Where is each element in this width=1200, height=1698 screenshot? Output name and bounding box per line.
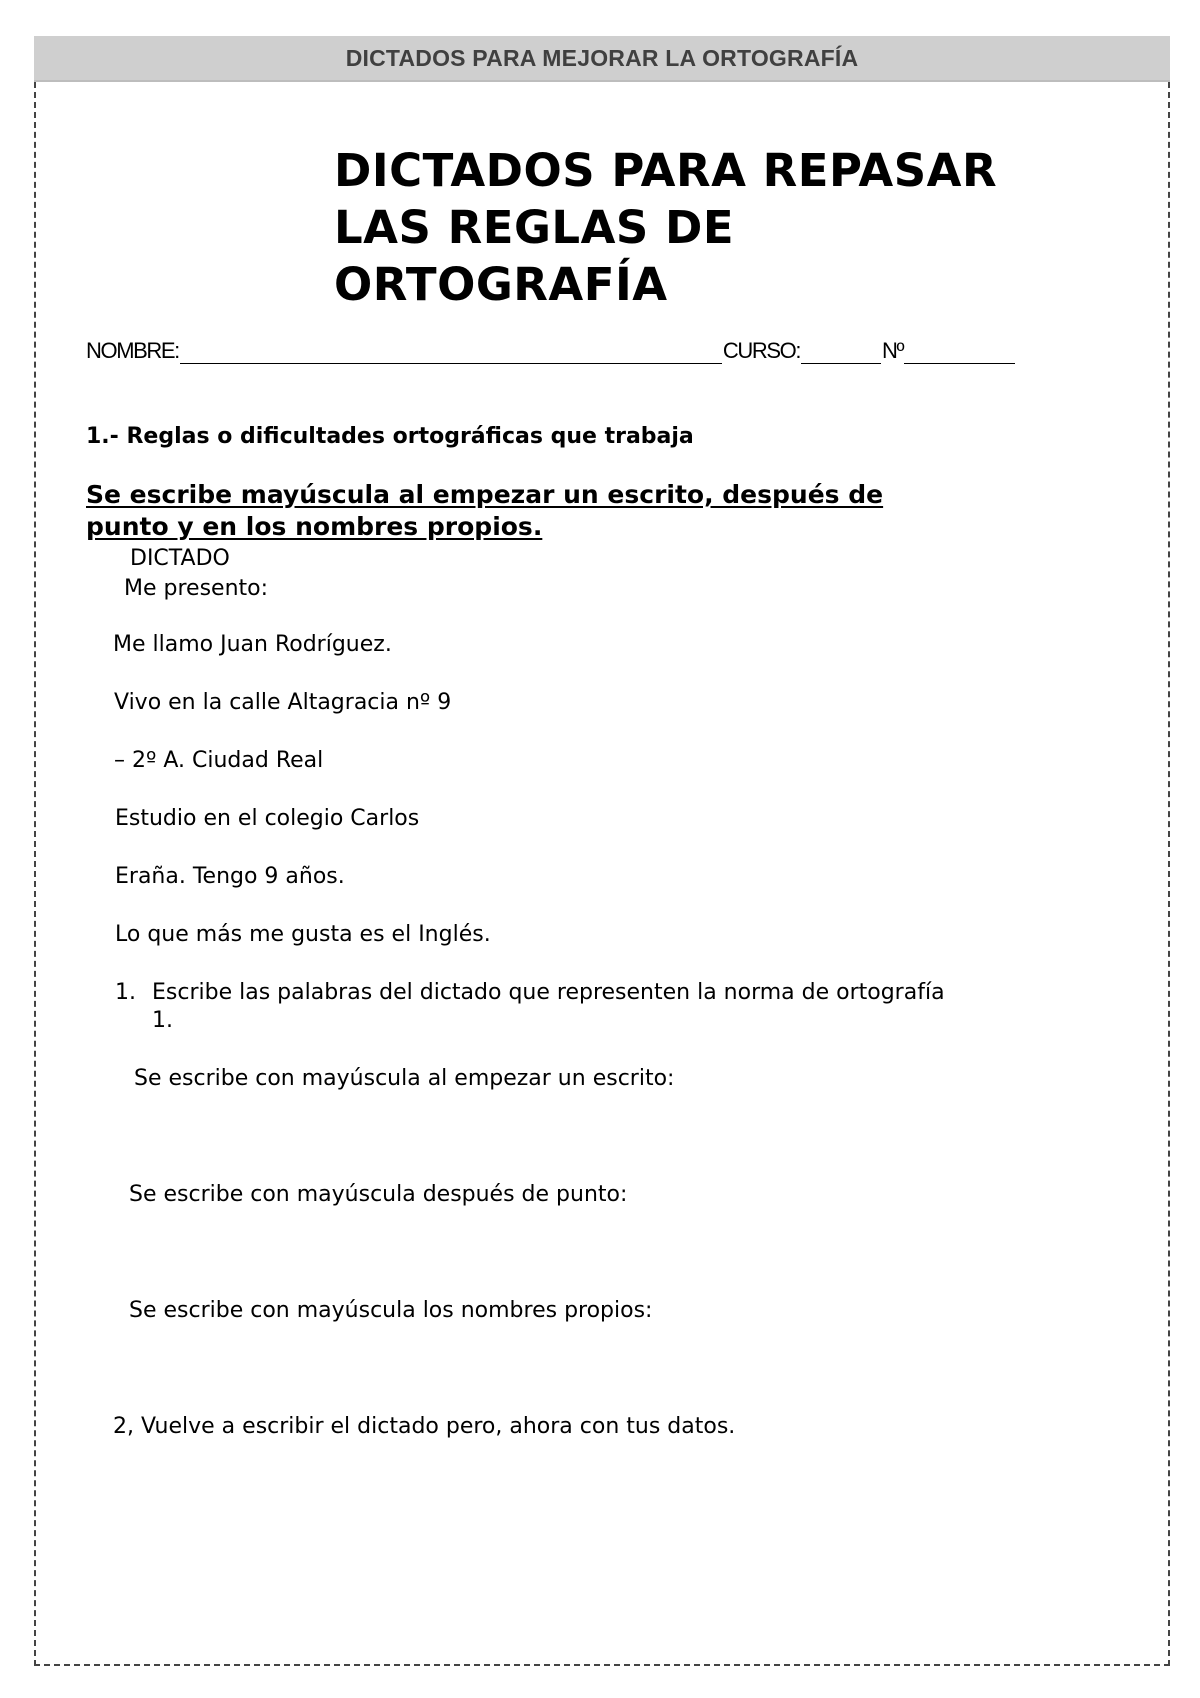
worksheet-title xyxy=(334,142,1094,313)
dictation-label: DICTADO xyxy=(130,546,230,571)
name-label: NOMBRE: xyxy=(86,338,179,363)
dictation-intro: Me presento: xyxy=(124,576,269,601)
dictation-line: Eraña. Tengo 9 años. xyxy=(115,864,345,889)
prompt-after-period: Se escribe con mayúscula después de punto: xyxy=(129,1182,628,1207)
title-line-3: ORTOGRAFÍA xyxy=(334,258,668,311)
student-info-line xyxy=(86,338,1016,364)
course-blank[interactable] xyxy=(801,343,881,364)
exercise-1-instruction-line-1: Escribe las palabras del dictado que representen la norma de ortografía xyxy=(152,980,945,1005)
rule-line-1: Se escribe mayúscula al empezar un escrito, después de xyxy=(86,480,884,509)
name-blank[interactable] xyxy=(180,343,722,364)
section-heading: 1.- Reglas o dificultades ortográficas que trabaja xyxy=(86,424,694,449)
dictation-line: Vivo en la calle Altagracia nº 9 xyxy=(114,690,452,715)
rule-line-2: punto y en los nombres propios. xyxy=(86,512,543,541)
number-label: Nº xyxy=(882,338,904,363)
title-line-1: DICTADOS PARA REPASAR xyxy=(334,144,998,197)
worksheet-banner: DICTADOS PARA MEJORAR LA ORTOGRAFÍA xyxy=(34,36,1170,82)
course-label: CURSO: xyxy=(722,338,801,363)
dictation-line: Estudio en el colegio Carlos xyxy=(115,806,420,831)
exercise-1-instruction-line-2: 1. xyxy=(152,1008,173,1033)
dictation-line: Lo que más me gusta es el Inglés. xyxy=(115,922,491,947)
exercise-1-number: 1. xyxy=(115,980,136,1005)
prompt-start-of-text: Se escribe con mayúscula al empezar un escrito: xyxy=(134,1066,675,1091)
dictation-line: Me llamo Juan Rodríguez. xyxy=(113,632,392,657)
prompt-proper-names: Se escribe con mayúscula los nombres propios: xyxy=(129,1298,653,1323)
title-line-2: LAS REGLAS DE xyxy=(334,201,735,254)
number-blank[interactable] xyxy=(904,343,1015,364)
dictation-line: – 2º A. Ciudad Real xyxy=(114,748,324,773)
exercise-2-instruction: 2, Vuelve a escribir el dictado pero, ahora con tus datos. xyxy=(113,1414,736,1439)
